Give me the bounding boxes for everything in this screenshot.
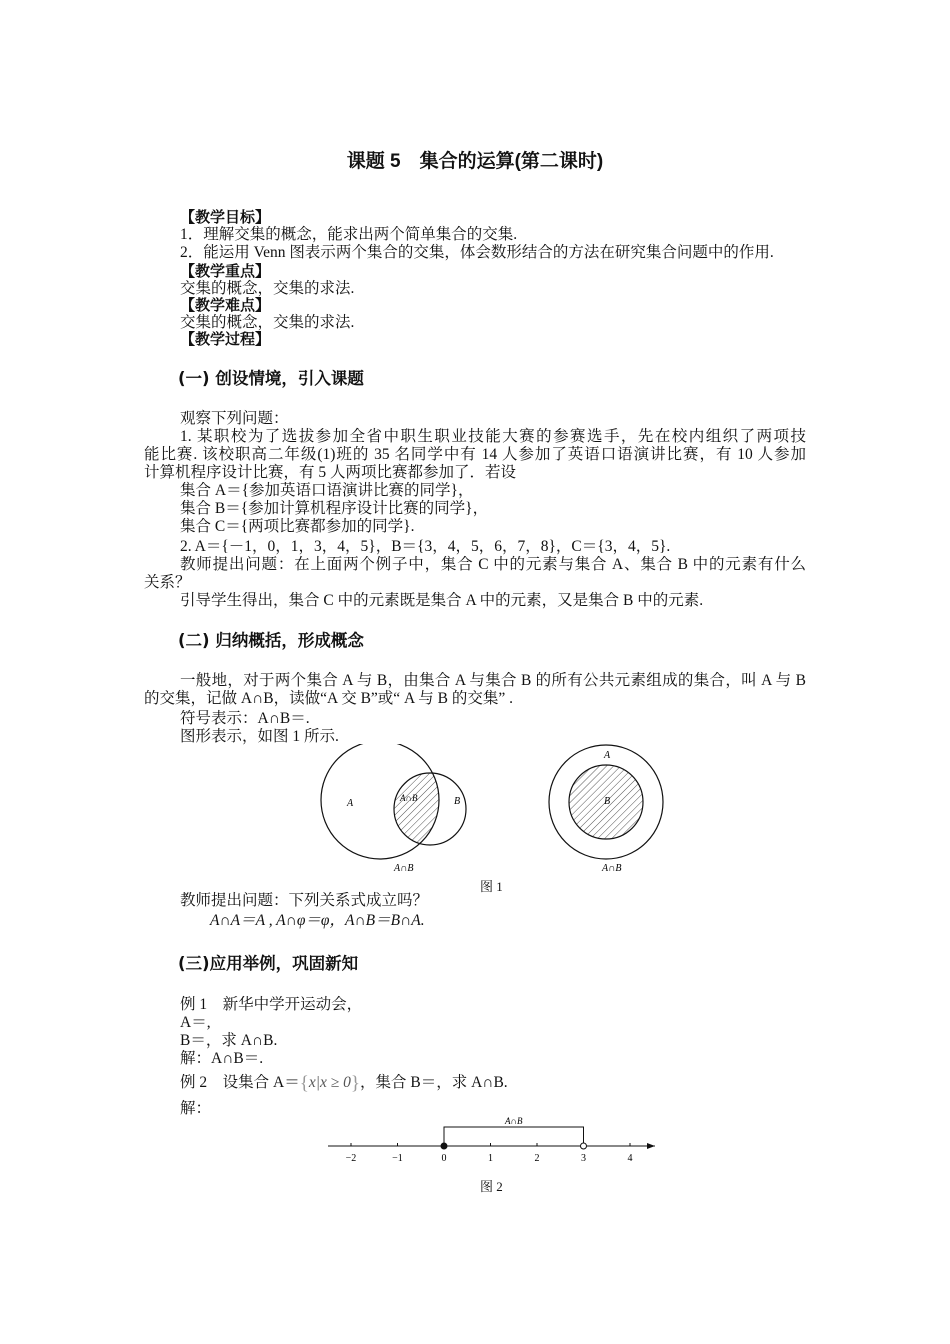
page-title: 课题 5 集合的运算(第二课时) bbox=[346, 151, 604, 172]
set-a-definition: 集合 A＝{参加英语口语演讲比赛的同学}， bbox=[180, 482, 474, 499]
example1-title: 例 1 新华中学开运动会， bbox=[180, 996, 363, 1013]
example1-set-a: A＝, bbox=[180, 1014, 211, 1031]
objective-item-2: 2．能运用 Venn 图表示两个集合的交集，体会数形结合的方法在研究集合问题中的作用. bbox=[180, 244, 774, 261]
symbol-notation: 符号表示：A∩B＝. bbox=[180, 710, 310, 727]
axis-tick-label: −2 bbox=[345, 1153, 357, 1164]
example2-prefix: 例 2 设集合 A＝ bbox=[180, 1074, 300, 1091]
definition-line1: 一般地，对于两个集合 A 与 B，由集合 A 与集合 B 的所有公共元素组成的集合，叫 A 与 B bbox=[180, 672, 806, 689]
difficulties-heading: 【教学难点】 bbox=[180, 296, 271, 314]
open-endpoint bbox=[581, 1143, 587, 1149]
relations-formula: A∩A＝A , A∩φ＝φ，A∩B＝B∩A. bbox=[210, 912, 425, 929]
figure2-caption: 图 2 bbox=[480, 1179, 503, 1194]
venn-left-caption: A∩B bbox=[394, 863, 414, 874]
figure1-caption: 图 1 bbox=[480, 879, 503, 894]
number-line bbox=[328, 1116, 655, 1164]
venn-left-label-intersection: A∩B bbox=[400, 793, 418, 803]
interval-label: A∩B bbox=[505, 1116, 523, 1126]
venn-left-label-a: A bbox=[347, 798, 354, 809]
interval-bracket bbox=[444, 1127, 584, 1146]
closed-endpoint bbox=[441, 1143, 447, 1149]
objective-item-1: 1．理解交集的概念，能求出两个简单集合的交集. bbox=[180, 226, 518, 243]
brace-left: { bbox=[299, 1073, 309, 1094]
venn-right-label-a: A bbox=[604, 750, 611, 761]
axis-tick-label: 2 bbox=[534, 1153, 540, 1164]
axis-tick-label: 1 bbox=[488, 1153, 493, 1164]
key-points-text: 交集的概念，交集的求法. bbox=[180, 280, 355, 297]
graph-notation: 图形表示，如图 1 所示. bbox=[180, 728, 339, 745]
venn-right-label-b: B bbox=[604, 796, 611, 807]
set-b-definition: 集合 B＝{参加计算机程序设计比赛的同学}， bbox=[180, 500, 489, 517]
section2-heading: (二) 归纳概括，形成概念 bbox=[178, 631, 364, 650]
section1-p1-line3: 计算机程序设计比赛，有 5 人两项比赛都参加了．若设 bbox=[144, 464, 517, 481]
axis-tick-label: 3 bbox=[581, 1153, 586, 1164]
example2-suffix: ，集合 B＝，求 A∩B. bbox=[359, 1074, 508, 1091]
section1-question-line1: 教师提出问题：在上面两个例子中，集合 C 中的元素与集合 A、集合 B 中的元素有什么 bbox=[180, 556, 806, 573]
process-heading: 【教学过程】 bbox=[180, 330, 271, 348]
section1-question-line2: 关系？ bbox=[144, 574, 191, 591]
example1-solution: 解：A∩B＝. bbox=[180, 1050, 264, 1067]
section3-heading: (三)应用举例，巩固新知 bbox=[178, 954, 359, 973]
difficulties-text: 交集的概念，交集的求法. bbox=[180, 314, 355, 331]
example2-solution: 解： bbox=[180, 1100, 212, 1117]
axis-tick-label: 4 bbox=[627, 1153, 633, 1164]
number-line-figure-2 bbox=[320, 1110, 670, 1170]
section2-question: 教师提出问题：下列关系式成立吗？ bbox=[180, 892, 429, 909]
section1-heading: (一) 创设情境，引入课题 bbox=[178, 369, 364, 388]
example2-set-inner: x|x ≥ 0 bbox=[308, 1074, 351, 1091]
axis-arrow bbox=[647, 1143, 655, 1149]
section1-p1-line2: 能比赛. 该校职高二年级(1)班的 35 名同学中有 14 人参加了英语口语演讲比赛，有 10 人参加 bbox=[144, 446, 806, 463]
venn-left-label-b: B bbox=[454, 796, 461, 807]
set-c-definition: 集合 C＝{两项比赛都参加的同学}. bbox=[180, 518, 415, 535]
objectives-heading: 【教学目标】 bbox=[180, 208, 271, 226]
venn-figure-1 bbox=[310, 744, 690, 874]
brace-right: } bbox=[350, 1073, 360, 1094]
axis-tick-label: 0 bbox=[441, 1153, 447, 1164]
section1-guide: 引导学生得出，集合 C 中的元素既是集合 A 中的元素，又是集合 B 中的元素. bbox=[180, 592, 704, 609]
axis-tick-label: −1 bbox=[392, 1153, 403, 1164]
section1-p1-line1: 1. 某职校为了选拔参加全省中职生职业技能大赛的参赛选手，先在校内组织了两项技 bbox=[180, 428, 806, 445]
venn-right-caption: A∩B bbox=[602, 863, 622, 874]
definition-line2: 的交集，记做 A∩B，读做“A 交 B”或“ A 与 B 的交集” . bbox=[144, 690, 513, 707]
section1-p2: 2. A＝{－1，0，1，3，4，5}，B＝{3，4，5，6，7，8}，C＝{3，4，5}. bbox=[180, 538, 671, 555]
example2-statement bbox=[180, 1074, 508, 1093]
section1-intro: 观察下列问题： bbox=[180, 410, 289, 427]
key-points-heading: 【教学重点】 bbox=[180, 262, 271, 280]
example1-set-b: B＝，求 A∩B. bbox=[180, 1032, 278, 1049]
